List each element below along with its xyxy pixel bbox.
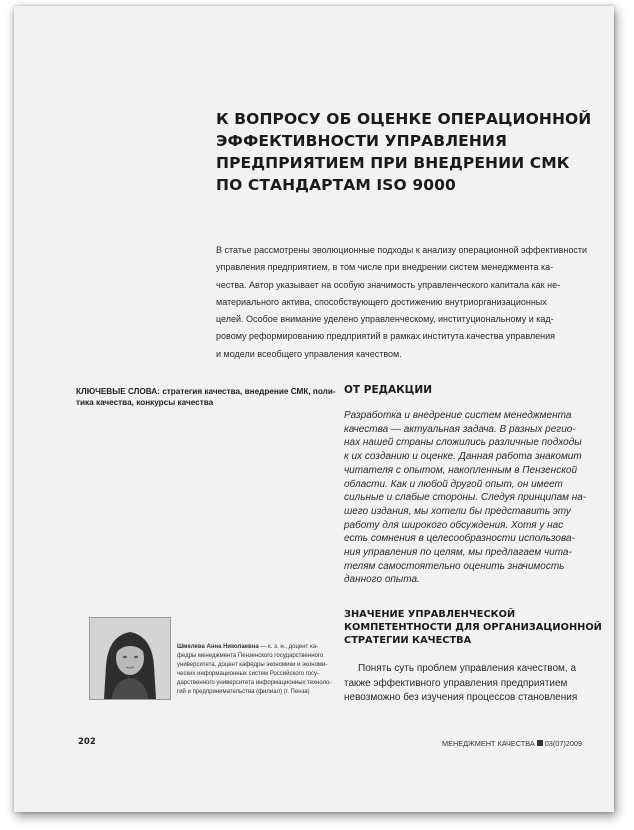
portrait-photo-icon <box>90 618 170 699</box>
title-line: К ВОПРОСУ ОБ ОЦЕНКЕ ОПЕРАЦИОННОЙ <box>216 110 592 128</box>
body-line: невозможно без изучения процессов становления <box>344 692 578 703</box>
editorial-heading: ОТ РЕДАКЦИИ <box>344 384 432 396</box>
body-line: Понять суть проблем управления качеством, а <box>358 663 577 674</box>
editorial-line: данного опыта. <box>344 574 420 586</box>
author-line: федры менеджмента Пензенского государственного <box>177 653 324 659</box>
abstract-line: ровому реформированию предприятий в рамках института качества управления <box>216 331 556 342</box>
author-first-line <box>177 643 337 652</box>
square-bullet-icon <box>537 740 543 746</box>
editorial-line: области. Как и любой другой опыт, он имеет <box>344 478 563 490</box>
editorial-line: Разработка и внедрение систем менеджмента <box>344 410 572 421</box>
article-abstract <box>216 242 588 363</box>
title-line: ПРЕДПРИЯТИЕМ ПРИ ВНЕДРЕНИИ СМК <box>216 154 570 172</box>
abstract-line: материального актива, способствующего достижению внутриорганизационных <box>216 296 547 307</box>
author-photo <box>89 617 171 700</box>
editorial-line: сильные и слабые стороны. Следуя принципам на- <box>344 492 587 504</box>
section-heading-line: СТРАТЕГИИ КАЧЕСТВА <box>344 635 472 646</box>
section-heading-line: КОМПЕТЕНТНОСТИ ДЛЯ ОРГАНИЗАЦИОННОЙ <box>344 622 602 633</box>
keywords-block <box>76 387 336 408</box>
abstract-line: В статье рассмотрены эволюционные подходы к анализу операционной эффективности <box>216 245 588 255</box>
abstract-line: управления предприятием, в том числе при внедрении систем менеджмента ка- <box>216 262 554 273</box>
editorial-line: работу для широкого обсуждения. Хотя у нас <box>344 519 564 531</box>
author-line: гий и предпринимательства (филиал) (г. Пенза) <box>177 689 310 695</box>
author-line: университета, доцент кафедры экономики и экономи- <box>177 662 328 668</box>
journal-page <box>14 6 614 812</box>
author-line: ческих информационных систем Российского госу- <box>177 671 319 677</box>
keywords-line: КЛЮЧЕВЫЕ СЛОВА: стратегия качества, внедрение СМК, поли- <box>76 387 336 396</box>
editorial-line: телям самостоятельно оценить значимость <box>344 560 565 572</box>
editorial-line: есть сомнения в целесообразности использова- <box>344 533 575 545</box>
author-line: дарственного университета информационных техноло- <box>177 680 332 686</box>
author-name: Шмелева Анна Николаевна <box>177 644 259 650</box>
editorial-note <box>344 409 594 587</box>
editorial-line: шего издания, мы хотели бы представить эту <box>344 505 571 517</box>
editorial-line: читателя с опытом, накопленным в Пензенской <box>344 464 578 476</box>
title-line: ПО СТАНДАРТАМ ISO 9000 <box>216 176 456 194</box>
journal-issue: 03(07)2009 <box>544 739 583 748</box>
abstract-line: чества. Автор указывает на особую значимость управленческого капитала как не- <box>216 279 561 290</box>
abstract-line: и модели всеобщего управления качеством. <box>216 348 402 359</box>
page-number: 202 <box>78 737 96 747</box>
author-line: — к. э. н., доцент ка- <box>258 644 319 650</box>
author-info <box>177 643 337 697</box>
editorial-line: ния управления по целям, мы предлагаем чита- <box>344 547 572 559</box>
section-heading <box>344 608 604 647</box>
article-title <box>216 108 592 196</box>
title-line: ЭФФЕКТИВНОСТИ УПРАВЛЕНИЯ <box>216 132 508 150</box>
editorial-line: качества — актуальная задача. В разных регио- <box>344 423 576 435</box>
body-line: также эффективного управления предприятием <box>344 677 568 689</box>
editorial-line: нах нашей страны сложились различные подходы <box>344 437 582 449</box>
keywords-line: тика качества, конкурсы качества <box>76 397 214 407</box>
body-text <box>344 662 604 706</box>
journal-footer <box>442 739 582 748</box>
journal-name: МЕНЕДЖМЕНТ КАЧЕСТВА <box>442 739 535 748</box>
editorial-line: к их созданию и оценке. Данная работа знакомит <box>344 451 582 463</box>
abstract-line: целей. Особое внимание уделено управленческому, институциональному и кад- <box>216 314 554 325</box>
section-heading-line: ЗНАЧЕНИЕ УПРАВЛЕНЧЕСКОЙ <box>344 609 516 620</box>
